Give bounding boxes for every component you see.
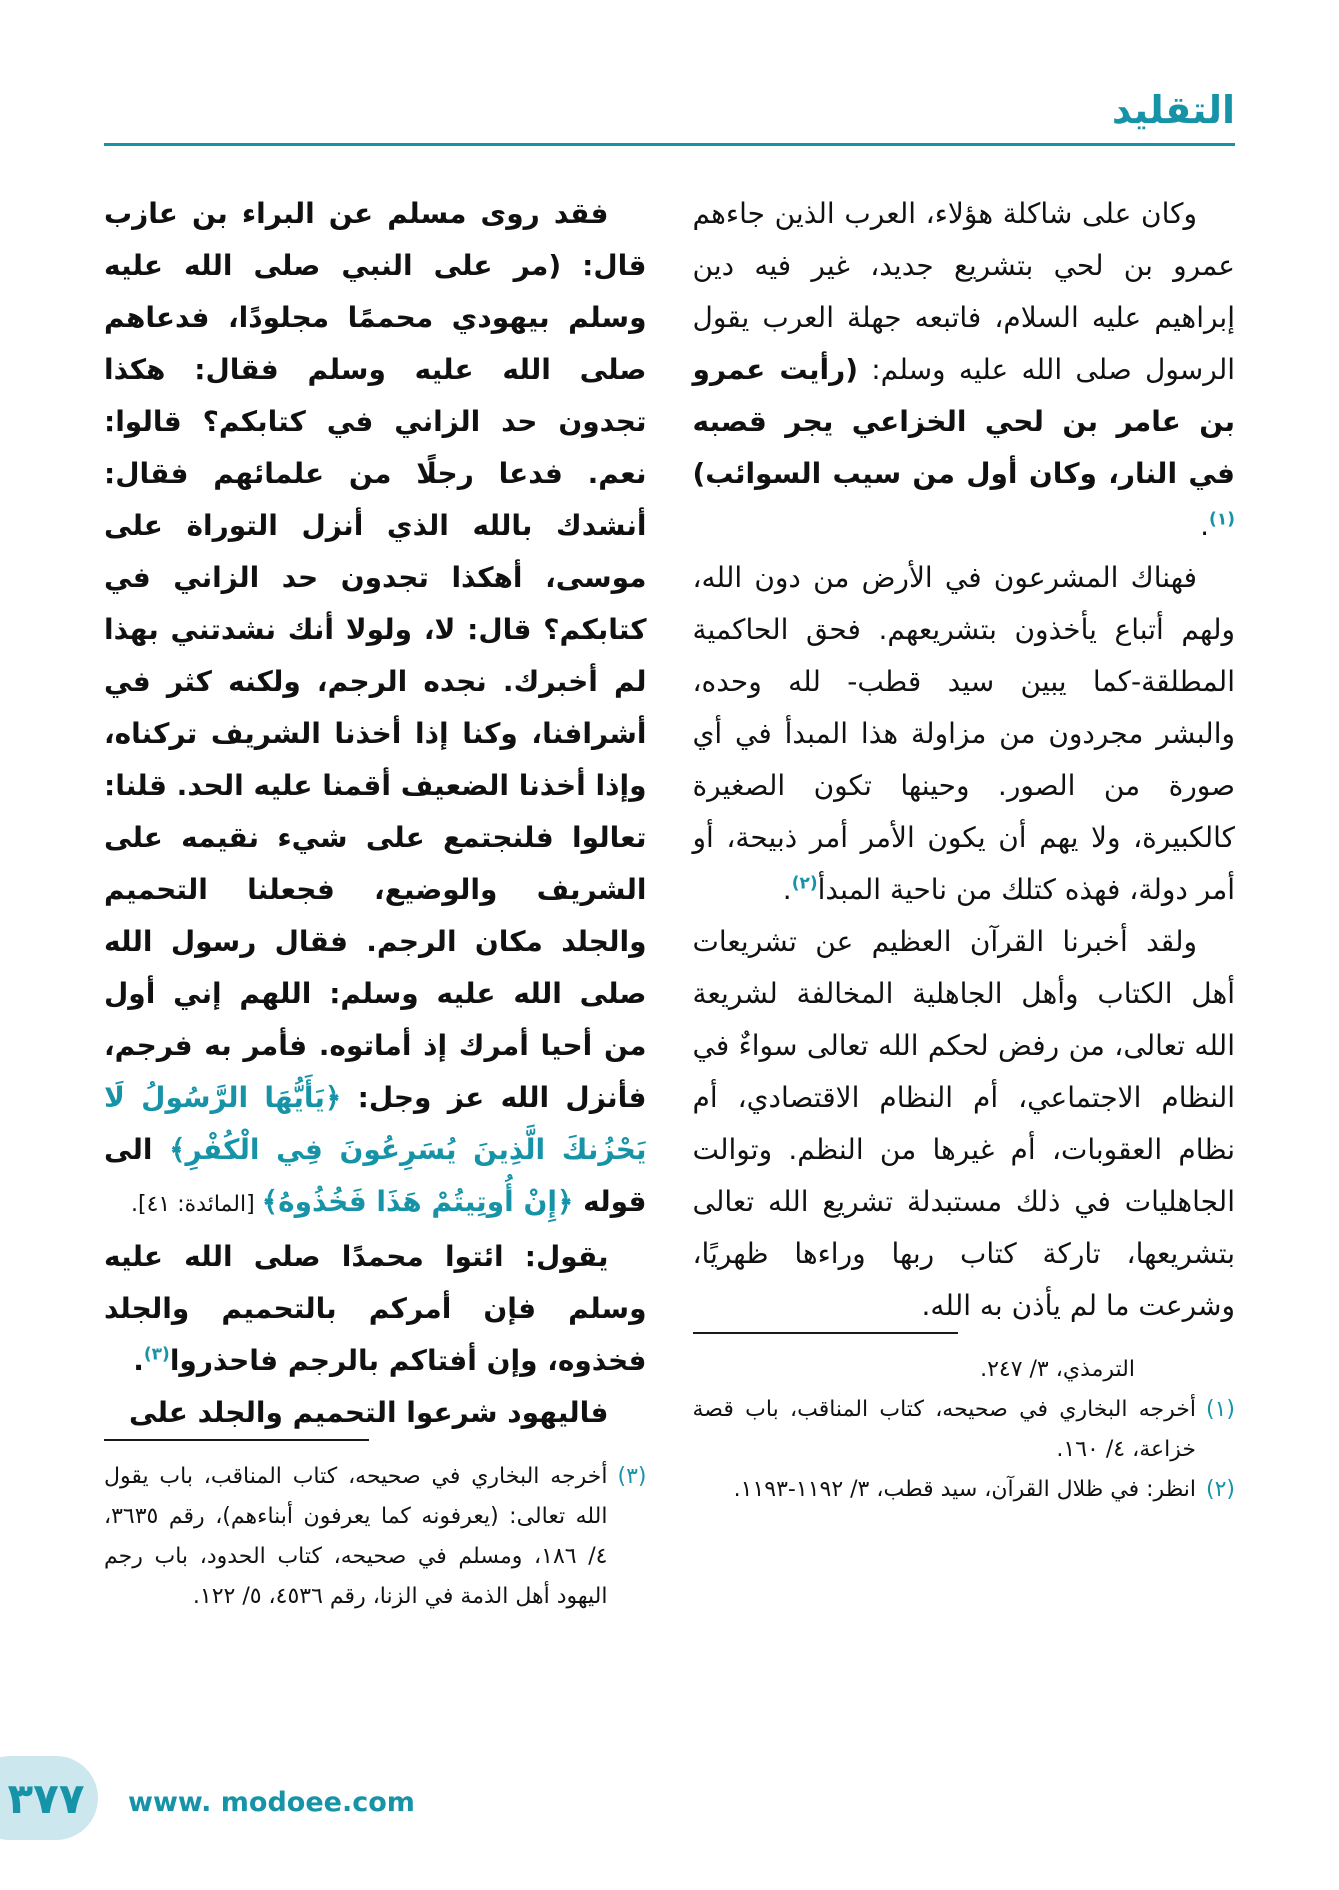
column-right [693,188,1236,1503]
footnote-continuation: الترمذي، ٣/ ٢٤٧. [980,1357,1135,1382]
hadith-text: (رأيت عمرو بن عامر بن لحي الخزاعي يجر قصبه في النار، وكان أول من سيب السوائب) [692,353,1235,490]
body-text: ولقد أخبرنا القرآن العظيم عن تشريعات أهل الكتاب وأهل الجاهلية المخالفة لشريعة الله تعالى، من رفض لحكم الله تعالى سواءٌ في النظام الاجتماعي، أم النظام الاقتصادي، أم نظام العقوبات، أم غيرها من النظم. وتوالت الجاهليات في ذلك مستبدلة تشريع الله تعالى بتشريعها، تاركة كتاب ربها وراءها ظهريًا، وشرعت ما لم يأذن به الله. [692,925,1235,1322]
body-text: فاليهود شرعوا التحميم والجلد على [129,1396,609,1429]
body-text: الى قوله [104,1133,647,1218]
body-text: وكان على شاكلة هؤلاء، العرب الذين جاءهم عمرو بن لحي بتشريع جديد، غير فيه دين إبراهيم عليه السلام، فاتبعه جهلة العرب يقول الرسول صلى الله عليه وسلم: [692,197,1236,386]
page-footer [0,1750,1339,1890]
footnotes-left [104,1439,647,1617]
page-content [104,188,1236,1609]
page-title: التقليد [1111,88,1235,132]
header-divider [104,143,1235,146]
footnote-number: (٢) [1205,1477,1235,1502]
footnote-item-2 [693,1470,1236,1510]
footnote-item-1 [693,1390,1236,1470]
footnote-marker-2: (٢) [791,873,818,894]
paragraph [693,188,1236,552]
verse-reference: [المائدة: ٤١]. [131,1192,262,1217]
footnote-marker-3: (٣) [143,1344,170,1365]
website-text: www. modoee.com [128,1787,415,1818]
body-text: فقد روى مسلم عن البراء بن عازب قال: [104,197,647,282]
footnote-number: (١) [1205,1397,1235,1422]
paragraph [693,552,1236,916]
page-number: ٣٧٧ [7,1773,85,1823]
footnote-separator [104,1439,369,1441]
body-text: . [1200,509,1210,542]
paragraph [104,188,647,1231]
column-left [104,188,647,1609]
page-number-badge [0,1756,98,1840]
quran-verse: ﴿يَأَيُّهَا الرَّسُولُ لَا يَحْزُنكَ الَّذِينَ يُسَرِعُونَ فِي الْكُفْرِ﴾ [104,1081,647,1166]
footnote-text: انظر: في ظلال القرآن، سيد قطب، ٣/ ١١٩٢-١١٩٣. [733,1477,1196,1502]
footnote-marker-1: (١) [1209,509,1235,530]
footnote-item-3 [104,1457,647,1617]
footnote-number: (٣) [617,1464,647,1489]
footnotes-right [693,1332,1236,1510]
body-text: يقول: ائتوا محمدًا صلى الله عليه وسلم فإن أمركم بالتحميم والجلد فخذوه، وإن أفتاكم بالرجم فاحذروا [104,1240,647,1377]
body-text: . [782,873,792,906]
paragraph [693,916,1236,1332]
footnote-separator [693,1332,958,1334]
body-text: فهناك المشرعون في الأرض من دون الله، ولهم أتباع يأخذون بتشريعهم. فحق الحاكمية المطلقة-كما يبين سيد قطب- لله وحده، والبشر مجردون من مزاولة هذا المبدأ في أي صورة من الصور. وحينها تكون الصغيرة كالكبيرة، ولا يهم أن يكون الأمر أمر ذبيحة، أو أمر دولة، فهذه كتلك من ناحية المبدأ [692,561,1235,906]
page-header [104,88,1235,146]
hadith-text: (مر على النبي صلى الله عليه وسلم بيهودي محممًا مجلودًا، فدعاهم صلى الله عليه وسلم فقال: هكذا تجدون حد الزاني في كتابكم؟ قالوا: نعم. فدعا رجلًا من علمائهم فقال: أنشدك بالله الذي أنزل التوراة على موسى، أهكذا تجدون حد الزاني في كتابكم؟ قال: لا، ولولا أنك نشدتني بهذا لم أخبرك. نجده الرجم، ولكنه كثر في أشرافنا، وكنا إذا أخذنا الشريف تركناه، وإذا أخذنا الضعيف أقمنا عليه الحد. قلنا: تعالوا فلنجتمع على شيء نقيمه على الشريف والوضيع، فجعلنا التحميم والجلد مكان الرجم. فقال رسول الله صلى الله عليه وسلم: اللهم إني أول من أحيا أمرك إذ أماتوه. فأمر به فرجم، فأنزل الله عز وجل: [104,249,647,1114]
paragraph [104,1387,647,1439]
body-text: . [133,1344,144,1377]
footnote-text: أخرجه البخاري في صحيحه، كتاب المناقب، باب قصة خزاعة، ٤/ ١٦٠. [692,1397,1196,1462]
footnote-text: أخرجه البخاري في صحيحه، كتاب المناقب، باب يقول الله تعالى: (يعرفونه كما يعرفون أبناءهم)، رقم ٣٦٣٥، ٤/ ١٨٦، ومسلم في صحيحه، كتاب الحدود، باب رجم اليهود أهل الذمة في الزنا، رقم ٤٥٣٦، ٥/ ١٢٢. [104,1464,608,1609]
quran-verse: ﴿إِنْ أُوتِيتُمْ هَذَا فَخُذُوهُ﴾ [261,1185,574,1218]
paragraph [104,1231,647,1387]
